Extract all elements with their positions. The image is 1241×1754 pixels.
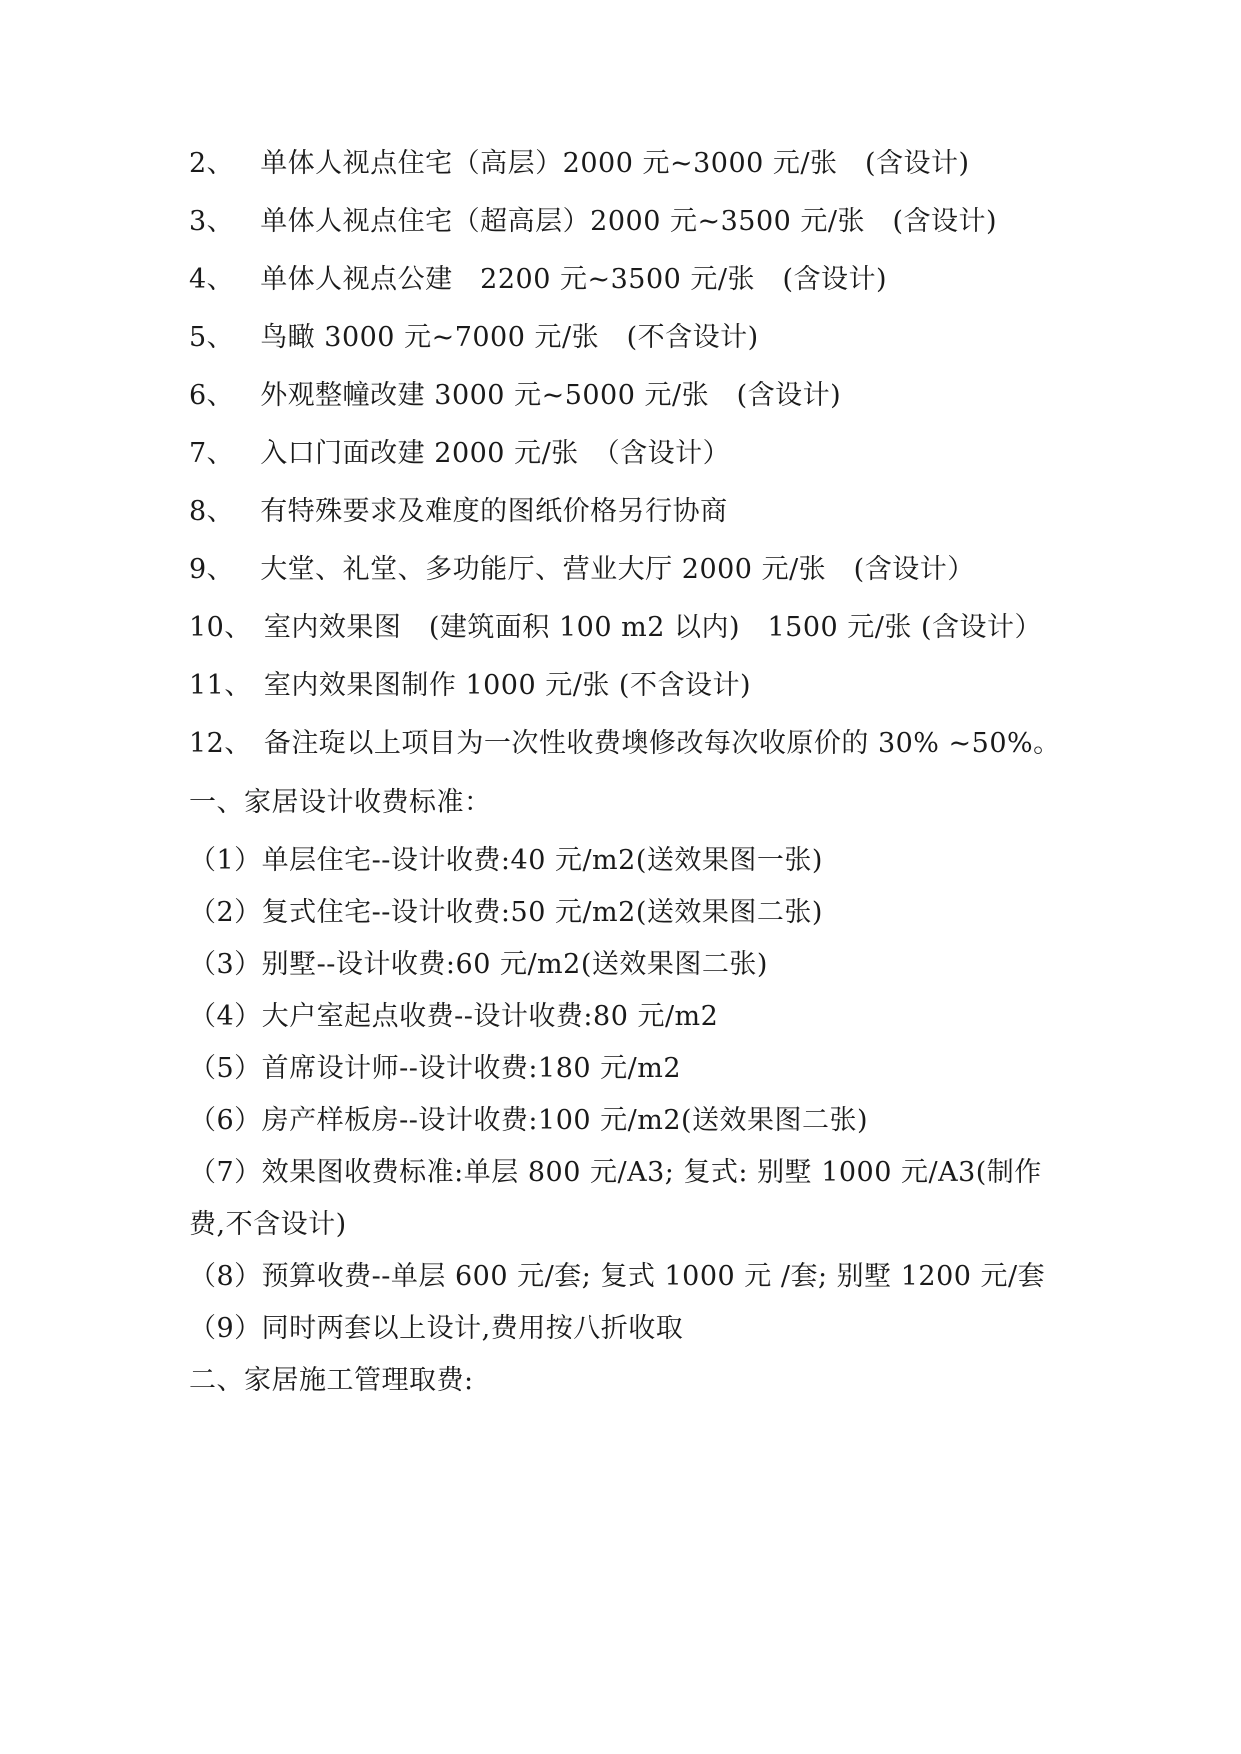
section-heading: 一、家居设计收费标准： <box>189 787 492 818</box>
item-text: 单体人视点公建 2200 元~3500 元/张 (含设计) <box>260 264 888 295</box>
item-text: 鸟瞰 3000 元~7000 元/张 (不含设计) <box>260 322 759 353</box>
item-number: 6、 <box>189 380 235 411</box>
item-number: 9、 <box>189 554 235 585</box>
list-item: （7）效果图收费标准:单层 800 元/A3; 复式: 别墅 1000 元/A3(制作 <box>189 1157 1042 1188</box>
list-item <box>189 146 970 182</box>
list-item <box>189 494 728 530</box>
item-number: 8、 <box>189 496 235 527</box>
list-item <box>189 668 751 704</box>
list-item <box>189 378 841 414</box>
item-text: 外观整幢改建 3000 元~5000 元/张 (含设计) <box>260 380 842 411</box>
item-text: 大堂、礼堂、多功能厅、营业大厅 2000 元/张 (含设计） <box>260 554 975 585</box>
list-item: （9）同时两套以上设计,费用按八折收取 <box>189 1313 684 1344</box>
list-item <box>189 436 730 472</box>
item-number: 10、 <box>189 612 252 643</box>
item-text: 备注琁以上项目为一次性收费墺修改每次收原价的 30% ~50%。 <box>263 728 1061 759</box>
item-text: 单体人视点住宅（高层）2000 元~3000 元/张 (含设计) <box>260 148 970 179</box>
item-number: 2、 <box>189 148 235 179</box>
item-number: 11、 <box>189 670 252 701</box>
list-item: （1）单层住宅--设计收费:40 元/m2(送效果图一张) <box>189 845 823 876</box>
list-item <box>189 726 1061 762</box>
item-text: 有特殊要求及难度的图纸价格另行协商 <box>260 496 728 527</box>
list-item: （8）预算收费--单层 600 元/套; 复式 1000 元 /套; 别墅 1200 元/套 <box>189 1261 1046 1292</box>
list-item: （5）首席设计师--设计收费:180 元/m2 <box>189 1053 682 1084</box>
list-item: （2）复式住宅--设计收费:50 元/m2(送效果图二张) <box>189 897 823 928</box>
list-item: （4）大户室起点收费--设计收费:80 元/m2 <box>189 1001 719 1032</box>
list-item <box>189 552 975 588</box>
list-item <box>189 262 887 298</box>
section-heading: 二、家居施工管理取费: <box>189 1365 474 1396</box>
item-number: 12、 <box>189 728 252 759</box>
list-item <box>189 320 759 356</box>
list-item: （3）别墅--设计收费:60 元/m2(送效果图二张) <box>189 949 768 980</box>
item-number: 3、 <box>189 206 235 237</box>
list-item-continuation: 费,不含设计) <box>189 1209 347 1240</box>
item-text: 单体人视点住宅（超高层）2000 元~3500 元/张 (含设计) <box>260 206 998 237</box>
list-item <box>189 204 997 240</box>
item-number: 4、 <box>189 264 235 295</box>
list-item: （6）房产样板房--设计收费:100 元/m2(送效果图二张) <box>189 1105 869 1136</box>
list-item <box>189 610 1042 646</box>
item-number: 5、 <box>189 322 235 353</box>
item-number: 7、 <box>189 438 235 469</box>
item-text: 入口门面改建 2000 元/张 （含设计） <box>260 438 731 469</box>
item-text: 室内效果图制作 1000 元/张 (不含设计) <box>263 670 751 701</box>
item-text: 室内效果图 (建筑面积 100 m2 以内) 1500 元/张 (含设计） <box>263 612 1042 643</box>
